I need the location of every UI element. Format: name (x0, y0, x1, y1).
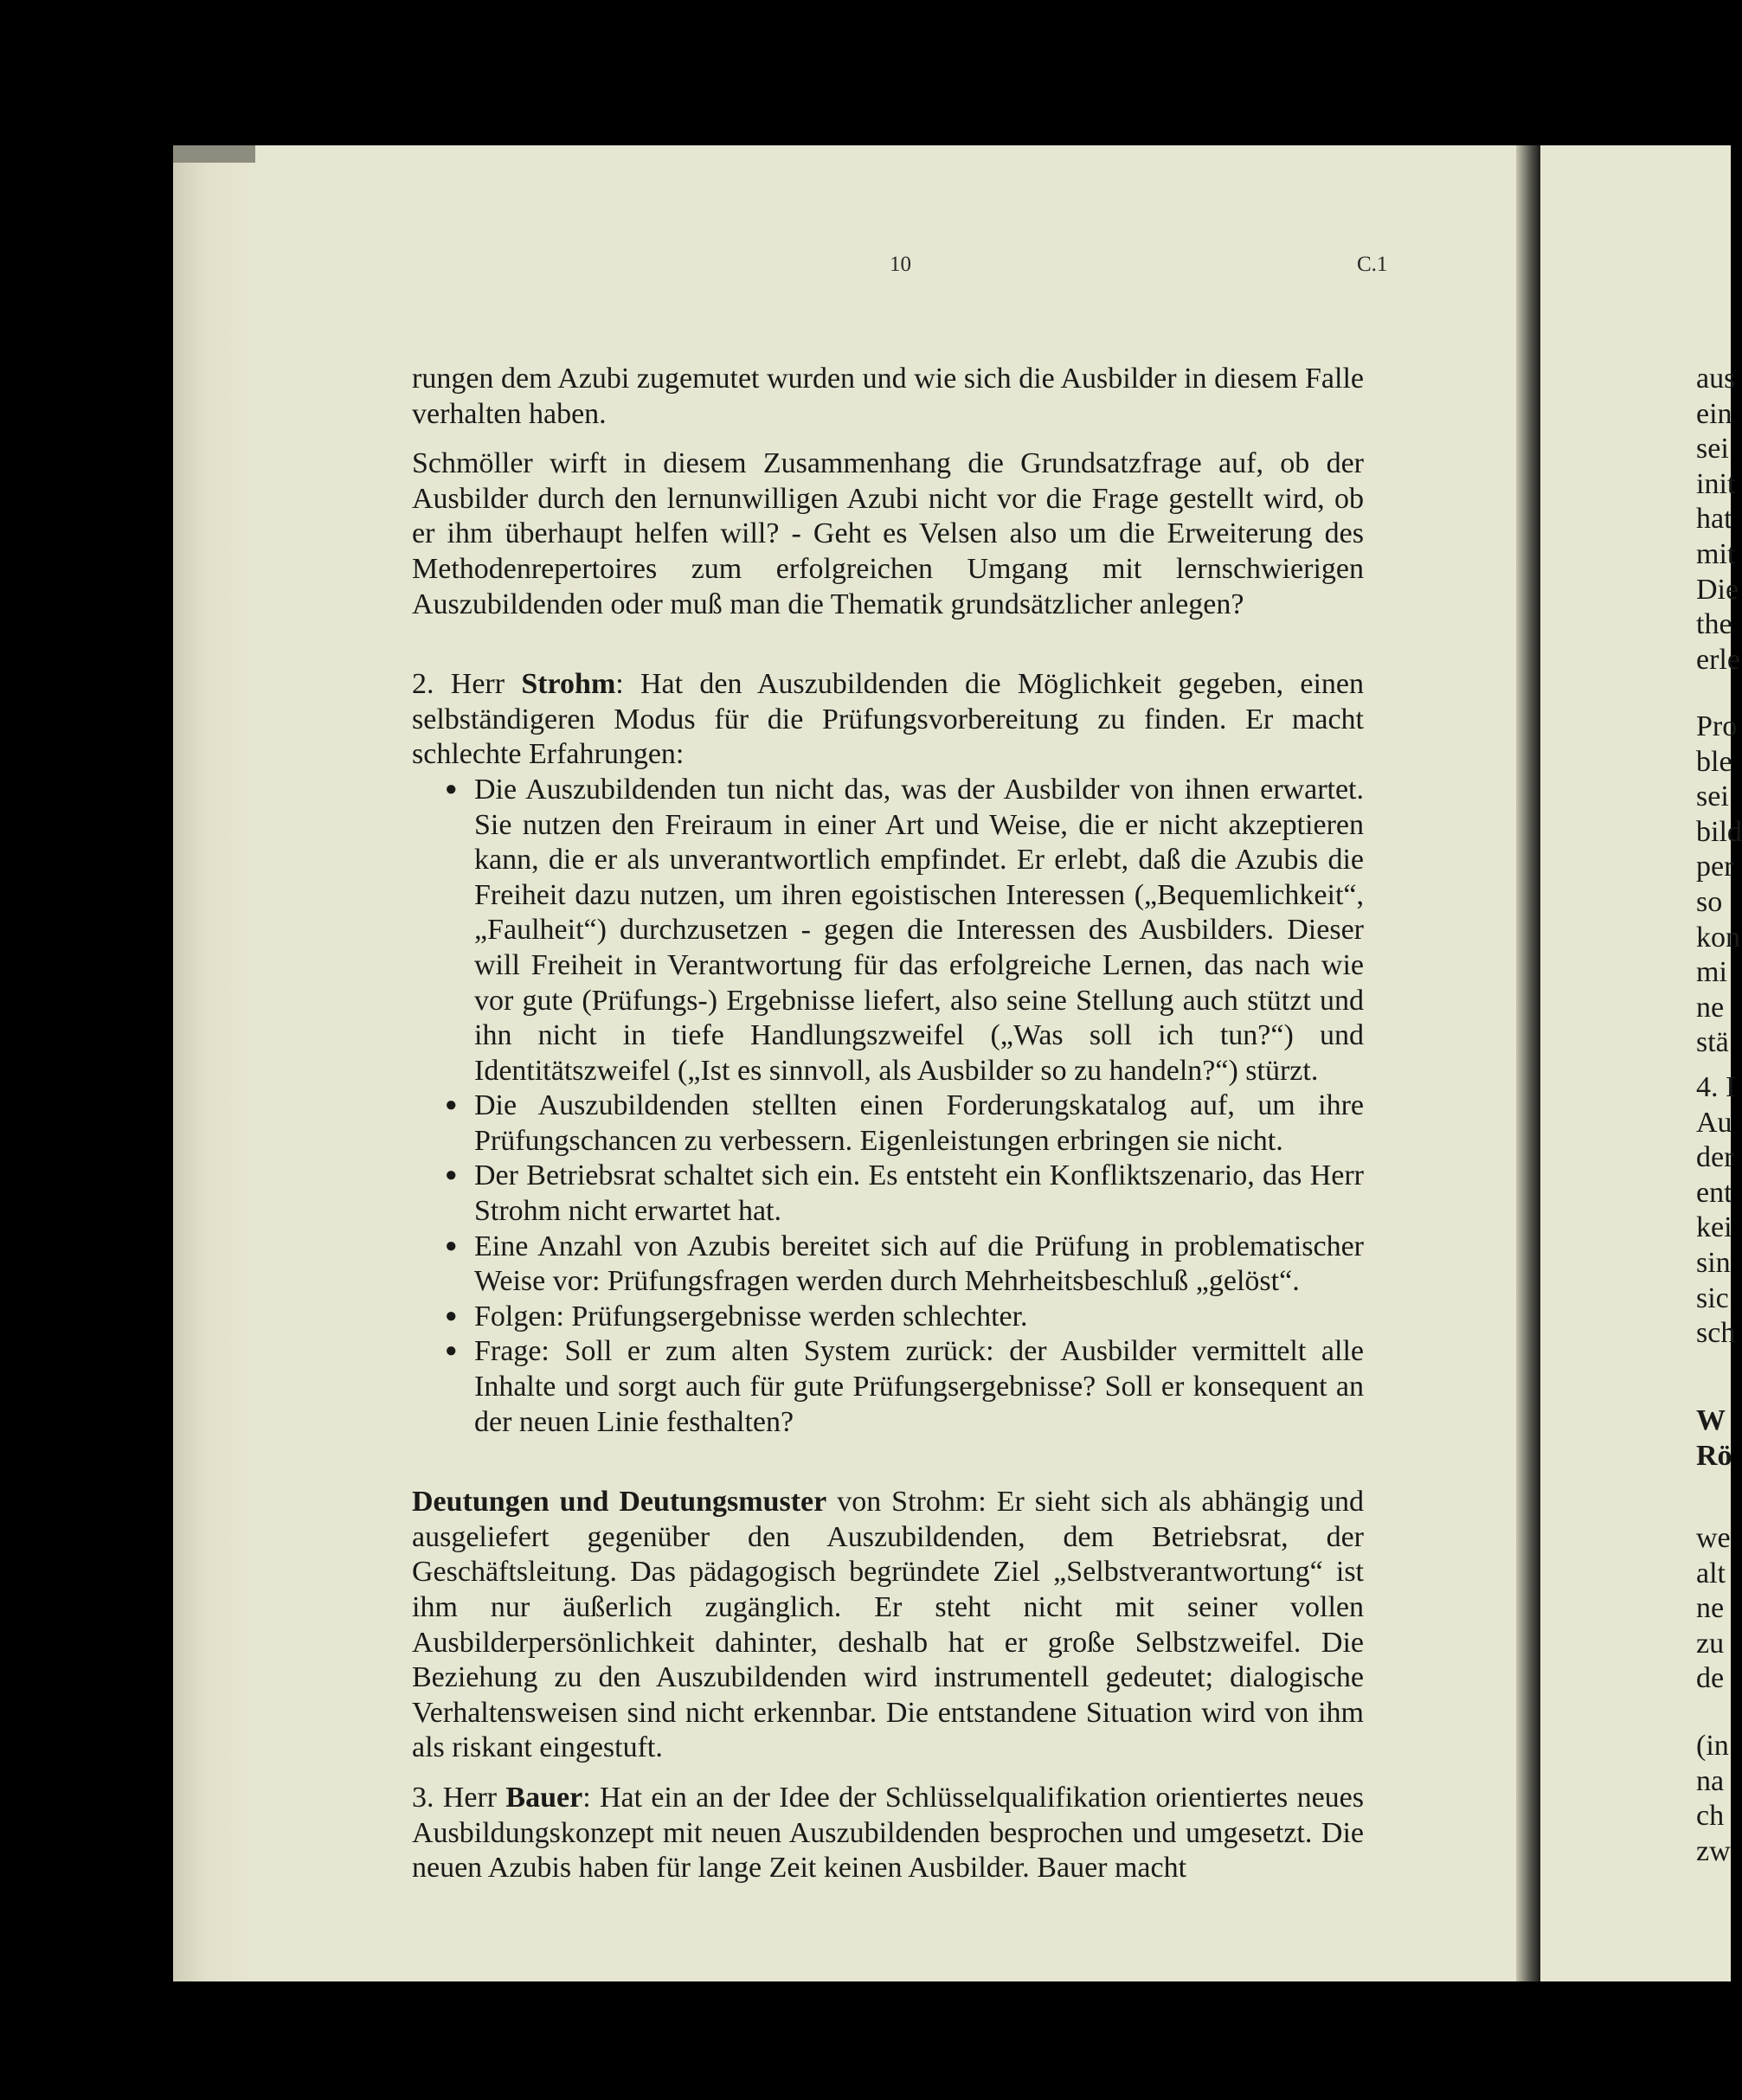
facing-line: zw (1696, 1834, 1731, 1867)
facing-line: the (1696, 608, 1732, 641)
facing-line: ein (1696, 397, 1732, 430)
facing-line: der (1696, 1141, 1734, 1174)
facing-page-block-b (1696, 710, 1742, 1061)
facing-line: 4. I (1696, 1071, 1736, 1103)
list-item: ● Der Betriebsrat schaltet sich ein. Es entsteht ein Konfliktszenario, das Herr Strohm nicht erwartet hat. (412, 1159, 1364, 1229)
facing-line: na (1696, 1764, 1725, 1797)
facing-line: sei (1696, 433, 1729, 466)
list-item: ● Die Auszubildenden tun nicht das, was der Ausbilder von ihnen erwartet. Sie nutzen den Freiraum in einer Art und Weise, die er nicht akzeptieren kann, die er als unverantwortlich empfindet. Er erlebt, daß die Azubis die Freiheit dazu nutzen, um ihren egoistischen Interessen („Bequemlichkeit“, „Faulheit“) durchzusetzen - gegen die Interessen des Ausbilders. Dieser will Freiheit in Verantwortung für das erfolgreiche Lernen, das nach wie vor gute (Prüfungs-) Ergebnisse liefert, also seine Stellung auch stützt und ihn nicht in tiefe Handlungszweifel („Was soll ich tun?“) und Identitätszweifel („Ist es sinnvoll, als Ausbilder so zu handeln?“) stürzt. (412, 773, 1364, 1089)
facing-line: sic (1696, 1281, 1729, 1314)
paragraph-continuation: rungen dem Azubi zugemutet wurden und wie sich die Ausbilder in diesem Falle verhalten haben. (412, 363, 1364, 430)
facing-line: aus (1696, 363, 1736, 395)
facing-page-block-a (1696, 362, 1740, 678)
facing-line: mi (1696, 956, 1727, 989)
facing-line: kon (1696, 921, 1740, 954)
facing-line: per (1696, 851, 1734, 883)
interpretation-heading: Deutungen und Deutungsmuster (412, 1486, 827, 1519)
case-prefix: 3. Herr (412, 1781, 506, 1814)
list-item: ● Eine Anzahl von Azubis bereitet sich auf die Prüfung in problematischer Weise vor: Prüfungsfragen werden durch Mehrheitsbeschluß „gelöst“. (412, 1230, 1364, 1300)
facing-line: (in (1696, 1730, 1729, 1762)
list-item: ● Frage: Soll er zum alten System zurück: der Ausbilder vermittelt alle Inhalte und sorgt auch für gute Prüfungsergebnisse? Soll er konsequent an der neuen Linie festhalten? (412, 1334, 1364, 1440)
book-spine (1516, 145, 1540, 1981)
paragraph-schmoeller: Schmöller wirft in diesem Zusammenhang die Grundsatzfrage auf, ob der Ausbilder durch den lernunwilligen Azubi nicht vor die Frage gestellt wird, ob er ihm überhaupt helfen will? - Geht es Velsen also um die Erweiterung des Methodenrepertoires zum erfolgreichen Umgang mit lernschwierigen Auszubildenden oder muß man die Thematik grundsätzlicher anlegen? (412, 447, 1364, 620)
facing-page-block-e (1696, 1521, 1731, 1697)
facing-line: W (1696, 1404, 1726, 1436)
list-item: ● Die Auszubildenden stellten einen Forderungskatalog auf, um ihre Prüfungschancen zu verbessern. Eigenleistungen erbringen sie nicht. (412, 1089, 1364, 1159)
page-number: 10 (890, 253, 911, 276)
facing-line: bild (1696, 815, 1742, 848)
case-bauer (412, 1781, 1364, 1886)
facing-line: Au (1696, 1106, 1732, 1139)
interpretation-text: von Strohm: Er sieht sich als abhängig und ausgeliefert gegenüber den Auszubildenden, dem Betriebsrat, der Geschäftsleitung. Das pädagogisch begründete Ziel „Selbstverantwortung“ ist ihm nur äußerlich zugänglich. Er steht nicht mit seiner vollen Ausbilderpersönlichkeit dahinter, deshalb hat er große Selbstzweifel. Die Beziehung zu den Auszubildenden wird instrumentell gedeutet; dialogische Verhaltensweisen sind nicht erkennbar. Die entstandene Situation wird von ihm als riskant eingestuft. (412, 1486, 1364, 1764)
case-prefix: 2. Herr (412, 668, 522, 701)
facing-line: hat (1696, 503, 1732, 536)
facing-line: we (1696, 1522, 1731, 1554)
facing-line: kei (1696, 1211, 1732, 1244)
facing-page-block-c (1696, 1070, 1735, 1352)
facing-line: Pro (1696, 710, 1738, 742)
facing-page-block-f (1696, 1729, 1731, 1869)
main-text (412, 362, 1364, 1886)
facing-line: sei (1696, 780, 1729, 813)
facing-line: ch (1696, 1800, 1725, 1833)
experience-list (412, 773, 1364, 1440)
section-label: C.1 (1357, 253, 1388, 276)
facing-line: erle (1696, 643, 1740, 676)
facing-line: ent (1696, 1176, 1732, 1209)
facing-page-heading (1696, 1403, 1732, 1474)
facing-line: ne (1696, 1592, 1725, 1625)
case-strohm (412, 667, 1364, 773)
facing-line: mit (1696, 537, 1736, 570)
facing-line: zu (1696, 1627, 1725, 1660)
facing-line: sch (1696, 1317, 1736, 1350)
case-text: : Hat den Auszubildenden die Möglichkeit gegeben, einen selbständigeren Modus für die Prüfungsvorbereitung zu finden. Er macht schlechte Erfahrungen: (412, 668, 1364, 771)
case-name: Bauer (505, 1781, 583, 1814)
facing-line: alt (1696, 1557, 1726, 1589)
case-text: : Hat ein an der Idee der Schlüsselqualifikation orientiertes neues Ausbildungskonzept mit neuen Auszubildenden besprochen und umgesetzt. Die neuen Azubis haben für lange Zeit keinen Ausbilder. Bauer macht (412, 1781, 1364, 1885)
case-name: Strohm (521, 668, 616, 701)
facing-line: init (1696, 467, 1736, 500)
list-item: ● Folgen: Prüfungsergebnisse werden schlechter. (412, 1300, 1364, 1335)
facing-line: Die (1696, 573, 1739, 606)
page-edge-top (173, 145, 255, 163)
page-edge-stack (173, 145, 255, 1981)
facing-line: ble (1696, 745, 1732, 778)
interpretation-paragraph (412, 1485, 1364, 1766)
facing-line: de (1696, 1662, 1725, 1695)
facing-line: stä (1696, 1026, 1729, 1059)
facing-line: sin (1696, 1246, 1731, 1279)
facing-line: so (1696, 885, 1723, 918)
facing-line: Rö (1696, 1439, 1732, 1472)
facing-line: ne (1696, 991, 1725, 1024)
